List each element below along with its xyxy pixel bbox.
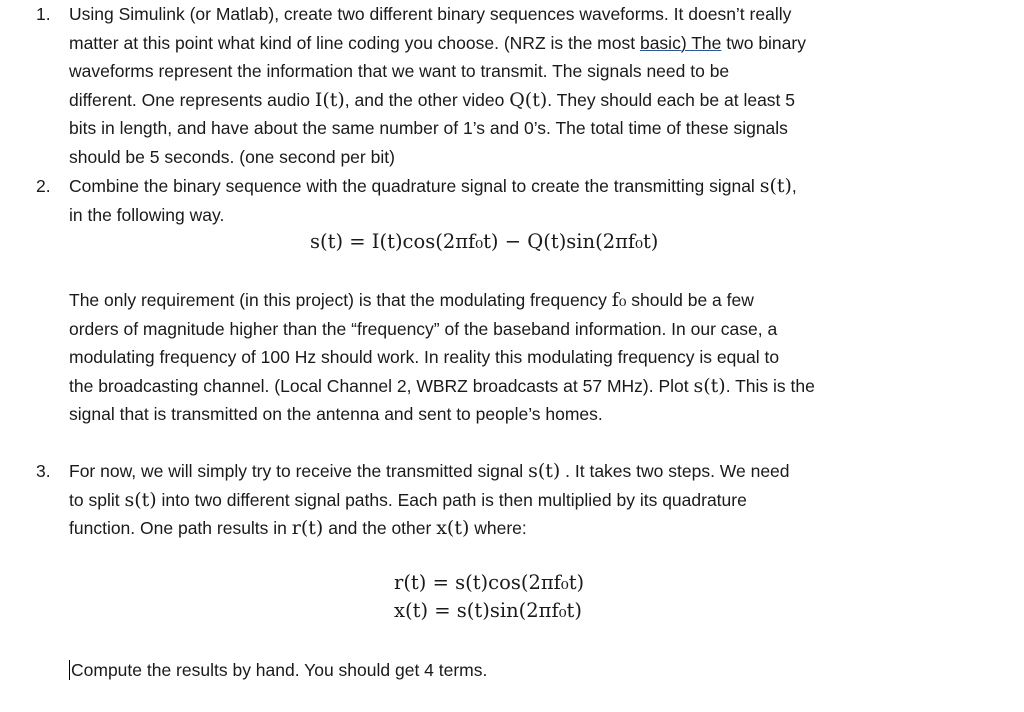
math-s: s(t): [124, 488, 157, 511]
text-span: function. One path results in: [69, 518, 292, 539]
text-span: different. One represents audio: [69, 89, 315, 110]
item-2-paragraph: [69, 286, 919, 429]
math-x: x(t): [436, 517, 470, 540]
text-span: into two different signal paths. Each path is then multiplied by its quadrature: [156, 489, 747, 510]
text-span: ,: [791, 176, 797, 196]
item-1-text: [69, 0, 919, 172]
item-3-text: [69, 457, 919, 543]
text-line: [69, 29, 919, 58]
text-line: Using Simulink (or Matlab), create two different binary sequences waveforms. It doesn’t really: [69, 4, 792, 24]
text-span: matter at this point what kind of line coding you choose. (NRZ is the most: [69, 32, 640, 53]
text-line: bits in length, and have about the same number of 1’s and 0’s. The total time of these signals: [69, 118, 788, 139]
final-instruction[interactable]: [69, 656, 919, 685]
text-span: Combine the binary sequence with the quadrature signal to create the transmitting signal: [69, 176, 760, 196]
text-line: signal that is transmitted on the antenna and sent to people’s homes.: [69, 404, 603, 425]
equation-r: r(t) = s(t)cos(2πf₀t): [394, 571, 585, 594]
text-line: [69, 172, 919, 201]
text-line: [69, 457, 919, 486]
text-line: should be 5 seconds. (one second per bit): [69, 146, 395, 167]
text-span: For now, we will simply try to receive the transmitted signal: [69, 461, 529, 481]
math-r: r(t): [291, 517, 324, 540]
text-span: Compute the results by hand. You should get 4 terms.: [71, 660, 488, 680]
math-s: s(t): [693, 374, 726, 397]
text-line[interactable]: [69, 656, 919, 685]
equation-s: s(t) = I(t)cos(2πf₀t) − Q(t)sin(2πf₀t): [310, 230, 659, 253]
math-Q: Q(t): [509, 88, 548, 111]
item-2-text: [69, 172, 919, 229]
text-line: waveforms represent the information that we want to transmit. The signals need to be: [69, 61, 730, 82]
text-span: . This is the: [725, 375, 815, 396]
math-s: s(t): [528, 460, 561, 482]
text-line: orders of magnitude higher than the “frequency” of the baseband information. In our case, a: [69, 318, 778, 339]
text-span: and the other: [323, 518, 437, 539]
math-I: I(t): [314, 88, 345, 111]
text-span: the broadcasting channel. (Local Channel 2, WBRZ broadcasts at 57 MHz). Plot: [69, 375, 694, 396]
text-span: where:: [469, 518, 527, 539]
text-span: two binary: [721, 32, 806, 53]
list-number: 2.: [36, 176, 51, 196]
text-line: [69, 286, 919, 315]
list-number: 3.: [36, 461, 51, 481]
text-line: modulating frequency of 100 Hz should work. In reality this modulating frequency is equal to: [69, 347, 780, 368]
text-span: to split: [69, 489, 125, 510]
text-line: in the following way.: [69, 204, 225, 225]
text-span: . They should each be at least 5: [547, 89, 796, 110]
text-span: should be a few: [626, 290, 754, 310]
text-span: . It takes two steps. We need: [560, 461, 790, 481]
list-number: 1.: [36, 4, 51, 24]
text-line: [69, 372, 919, 401]
text-line: [69, 514, 919, 543]
text-line: [69, 486, 919, 515]
text-span: , and the other video: [344, 89, 510, 110]
underlined-text: basic) The: [639, 32, 722, 53]
equation-x: x(t) = s(t)sin(2πf₀t): [394, 599, 582, 622]
text-span: The only requirement (in this project) is that the modulating frequency: [69, 290, 612, 310]
text-line: [69, 86, 919, 115]
math-f0: f₀: [611, 289, 627, 311]
text-cursor: [69, 660, 70, 680]
math-s: s(t): [759, 175, 792, 197]
